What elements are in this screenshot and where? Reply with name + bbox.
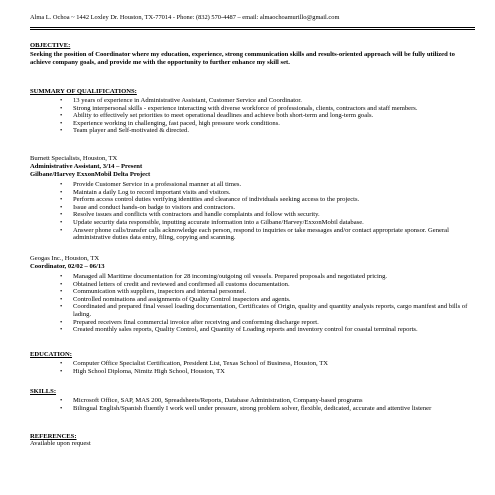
- job-title: Administrative Assistant, 3/14 – Present: [30, 163, 143, 170]
- list-item: • Coordinated and prepared final vessel loading documentation, Certificates of Origin, quality and quantity analysis reports, cargo manifest and bills of lading.: [60, 303, 475, 318]
- references-text: Available upon request: [30, 440, 91, 447]
- list-item: • Provide Customer Service in a professional manner at all times.: [60, 181, 475, 189]
- applicant-email: almaochoamurillo@gmail.com: [259, 14, 340, 21]
- objective-section: [30, 42, 475, 68]
- list-item: • High School Diploma, Nimitz High School, Houston, TX: [60, 368, 475, 376]
- job-company: Geogas Inc., Houston, TX: [30, 255, 100, 262]
- job-company: Burnett Specialists, Houston, TX: [30, 155, 118, 162]
- references-heading: REFERENCES:: [30, 433, 77, 440]
- list-item: • Update security data responsible, inputting accurate information into a Gilbane/Harvey/ExxonMobil database.: [60, 219, 475, 227]
- list-item: • Managed all Maritime documentation for 28 incoming/outgoing oil vessels. Prepared proposals and negotiated pricing.: [60, 273, 475, 281]
- job-title: Coordinator, 02/02 – 06/13: [30, 263, 105, 270]
- list-item: • Obtained letters of credit and reviewed and confirmed all customs documentation.: [60, 281, 475, 289]
- list-item: • Resolve issues and conflicts with contractors and handle complaints and follow with security.: [60, 211, 475, 219]
- qualifications-heading: SUMMARY OF QUALIFICATIONS:: [30, 88, 137, 95]
- skills-list: [30, 397, 475, 412]
- list-item: • Bilingual English/Spanish fluently I work well under pressure, strong problem solver, flexible, dedicated, accurate and attentive listener: [60, 405, 475, 413]
- job-geogas-section: [30, 255, 475, 334]
- skills-section: [30, 388, 475, 412]
- skills-heading: SKILLS:: [30, 388, 57, 395]
- job-burnett-section: [30, 155, 475, 242]
- references-section: [30, 433, 475, 448]
- list-item: • Perform access control duties verifying identities and clearance of individuals seeking access to the projects.: [60, 196, 475, 204]
- list-item: • Ability to effectively set priorities to meet operational deadlines and achieve both short-term and long-term goals.: [60, 112, 475, 120]
- job-project: Gilbane/Harvey ExxonMobil Delta Project: [30, 171, 151, 178]
- list-item: • Issue and conduct hands-on badge to visitors and contractors.: [60, 204, 475, 212]
- list-item: • Strong interpersonal skills - experience interacting with diverse workforce of professionals, clients, contractors and staff members.: [60, 105, 475, 113]
- education-section: [30, 351, 475, 375]
- education-heading: EDUCATION:: [30, 351, 73, 358]
- list-item: • Created monthly sales reports, Quality Control, and Quantity of Loading reports and inventory control for coastal terminal reports.: [60, 326, 475, 334]
- list-item: • Team player and Self-motivated & directed.: [60, 127, 475, 135]
- objective-text: Seeking the position of Coordinator where my education, experience, strong communication skills and results-oriented approach will be fully utilized to achieve company goals, and provide me with the opportunity to further enhance my skill set.: [30, 51, 455, 67]
- list-item: • Computer Office Specialist Certification, President List, Texas School of Business, Houston, TX: [60, 360, 475, 368]
- phone-label: Phone:: [176, 14, 195, 21]
- job-duties-list: [30, 181, 475, 242]
- applicant-phone: (832) 570-4487: [195, 14, 236, 21]
- education-list: [30, 360, 475, 375]
- header-rule-thin: [30, 29, 475, 30]
- list-item: • Communication with suppliers, inspectors and internal personnel.: [60, 288, 475, 296]
- list-item: • Controlled nominations and assignments of Quality Control inspectors and agents.: [60, 296, 475, 304]
- header-rule: [30, 27, 475, 28]
- contact-header: Alma L. Ochoa ~ 1442 Loxley Dr. Houston, TX-77014 - Phone: (832) 570-4487 – email: almaochoamurillo@gmail.com: [30, 14, 340, 21]
- applicant-name: Alma L. Ochoa: [30, 14, 70, 21]
- job-duties-list: [30, 273, 475, 334]
- list-item: • Microsoft Office, SAP, MAS 200, Spreadsheets/Reports, Database Administration, Company-based programs: [60, 397, 475, 405]
- email-label: email:: [242, 14, 259, 21]
- qualifications-section: [30, 88, 475, 135]
- objective-heading: OBJECTIVE:: [30, 42, 71, 49]
- list-item: • 13 years of experience in Administrative Assistant, Customer Service and Coordinator.: [60, 97, 475, 105]
- list-item: • Answer phone calls/transfer calls acknowledge each person, respond to inquiries or take messages and/or contact appropriate sponsor. General administrative duties data entry, filing, copying and scanning.: [60, 227, 475, 242]
- list-item: • Prepared receivers final commercial invoice after receiving and conforming discharge report.: [60, 319, 475, 327]
- list-item: • Experience working in challenging, fast paced, high pressure work conditions.: [60, 120, 475, 128]
- qualifications-list: [30, 97, 475, 135]
- applicant-address: 1442 Loxley Dr. Houston, TX-77014: [76, 14, 172, 21]
- list-item: • Maintain a daily Log to record important visits and visitors.: [60, 189, 475, 197]
